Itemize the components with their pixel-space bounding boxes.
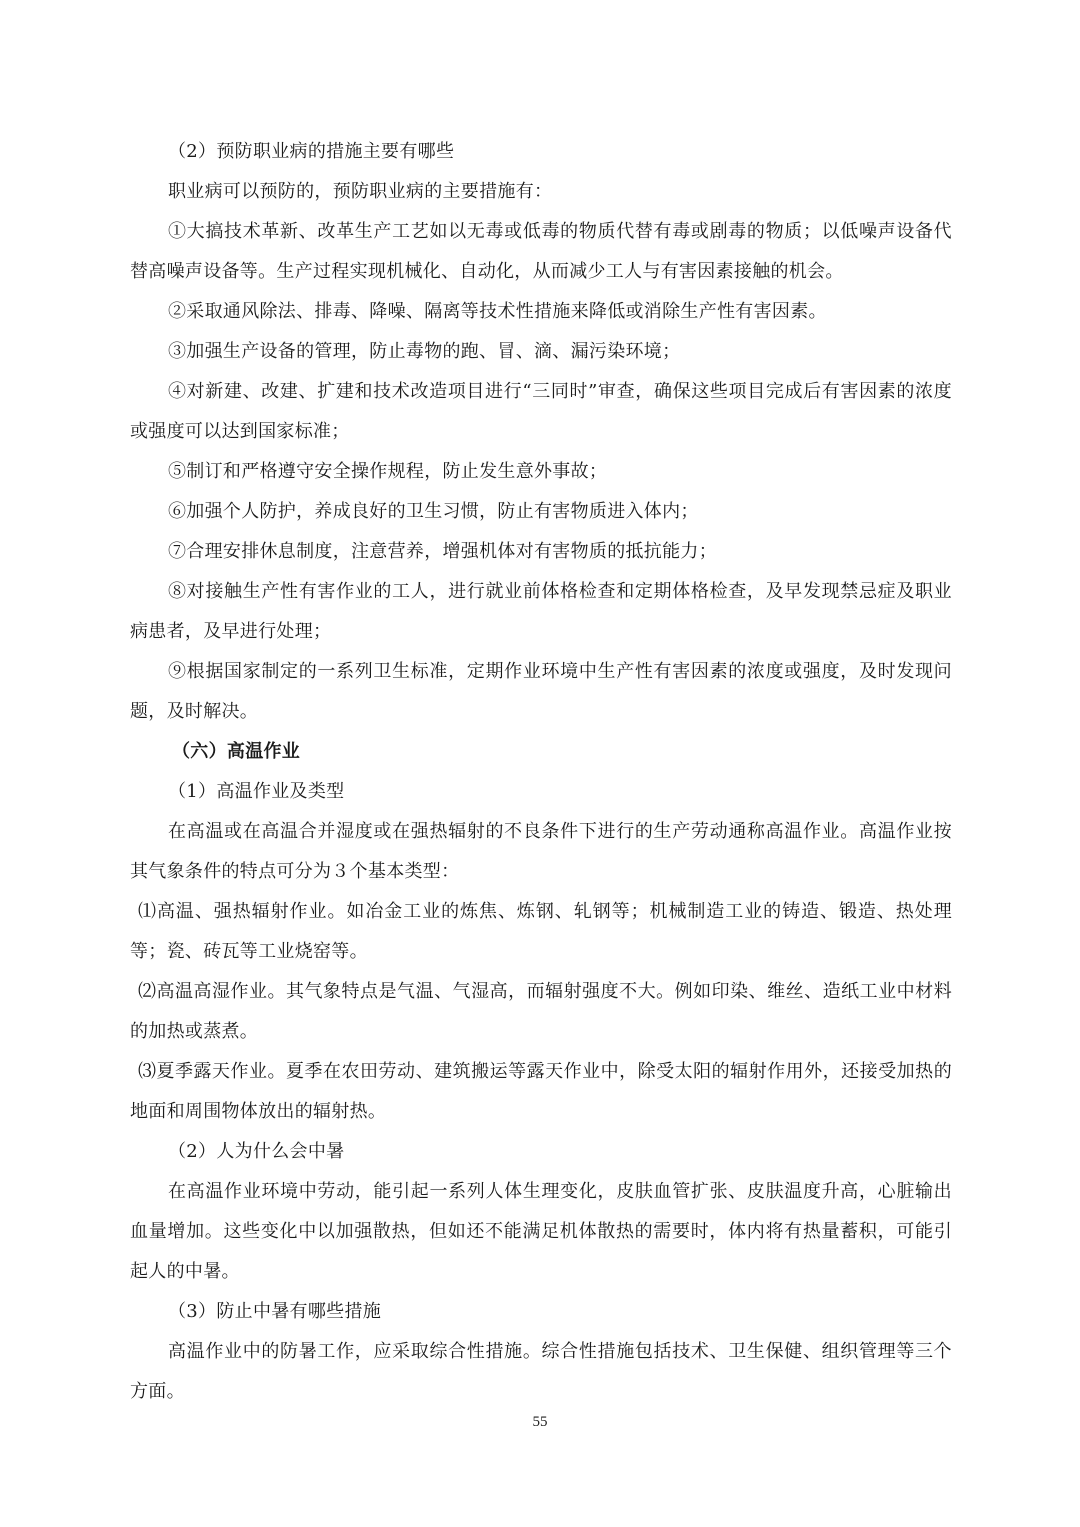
type-item-1: ⑴高温、强热辐射作业。如冶金工业的炼焦、炼钢、轧钢等；机械制造工业的铸造、锻造、热处理等；瓷、砖瓦等工业烧窑等。 xyxy=(130,901,952,962)
measure-item-5: ⑤制订和严格遵守安全操作规程，防止发生意外事故； xyxy=(168,461,608,482)
page-number: 55 xyxy=(532,1414,548,1430)
subheading-heatstroke-cause: （2）人为什么会中暑 xyxy=(168,1141,345,1162)
measure-item-3: ③加强生产设备的管理，防止毒物的跑、冒、滴、漏污染环境； xyxy=(168,341,681,362)
section-heading-high-temperature: （六）高温作业 xyxy=(172,741,301,762)
type-item-2: ⑵高温高湿作业。其气象特点是气温、气湿高，而辐射强度不大。例如印染、维丝、造纸工业中材料的加热或蒸煮。 xyxy=(130,981,952,1042)
measure-item-6: ⑥加强个人防护，养成良好的卫生习惯，防止有害物质进入体内； xyxy=(168,501,699,522)
paragraph-intro: 职业病可以预防的，预防职业病的主要措施有： xyxy=(168,181,553,202)
subheading-heatstroke-prevention: （3）防止中暑有哪些措施 xyxy=(168,1301,382,1322)
measure-item-2: ②采取通风除法、排毒、降噪、隔离等技术性措施来降低或消除生产性有害因素。 xyxy=(168,301,827,322)
paragraph-heatstroke-cause: 在高温作业环境中劳动，能引起一系列人体生理变化，皮肤血管扩张、皮肤温度升高，心脏输出血量增加。这些变化中以加强散热，但如还不能满足机体散热的需要时，体内将有热量蓄积，可能引起人的中暑。 xyxy=(130,1181,952,1282)
page-body xyxy=(130,132,952,1412)
measure-item-1: ①大搞技术革新、改革生产工艺如以无毒或低毒的物质代替有毒或剧毒的物质；以低噪声设备代替高噪声设备等。生产过程实现机械化、自动化，从而减少工人与有害因素接触的机会。 xyxy=(130,221,952,282)
paragraph-heatstroke-prevention: 高温作业中的防暑工作，应采取综合性措施。综合性措施包括技术、卫生保健、组织管理等三个方面。 xyxy=(130,1341,952,1402)
type-item-3: ⑶夏季露天作业。夏季在农田劳动、建筑搬运等露天作业中，除受太阳的辐射作用外，还接受加热的地面和周围物体放出的辐射热。 xyxy=(130,1061,952,1122)
measure-item-7: ⑦合理安排休息制度，注意营养，增强机体对有害物质的抵抗能力； xyxy=(168,541,717,562)
subheading-prevention-measures: （2）预防职业病的措施主要有哪些 xyxy=(168,141,455,162)
measure-item-4: ④对新建、改建、扩建和技术改造项目进行“三同时”审查，确保这些项目完成后有害因素的浓度或强度可以达到国家标准； xyxy=(130,381,952,442)
paragraph-definition: 在高温或在高温合并湿度或在强热辐射的不良条件下进行的生产劳动通称高温作业。高温作业按其气象条件的特点可分为３个基本类型： xyxy=(130,821,952,882)
measure-item-8: ⑧对接触生产性有害作业的工人，进行就业前体格检查和定期体格检查，及早发现禁忌症及职业病患者，及早进行处理； xyxy=(130,581,952,642)
subheading-types: （1）高温作业及类型 xyxy=(168,781,345,802)
measure-item-9: ⑨根据国家制定的一系列卫生标准，定期作业环境中生产性有害因素的浓度或强度，及时发现问题，及时解决。 xyxy=(130,661,952,722)
